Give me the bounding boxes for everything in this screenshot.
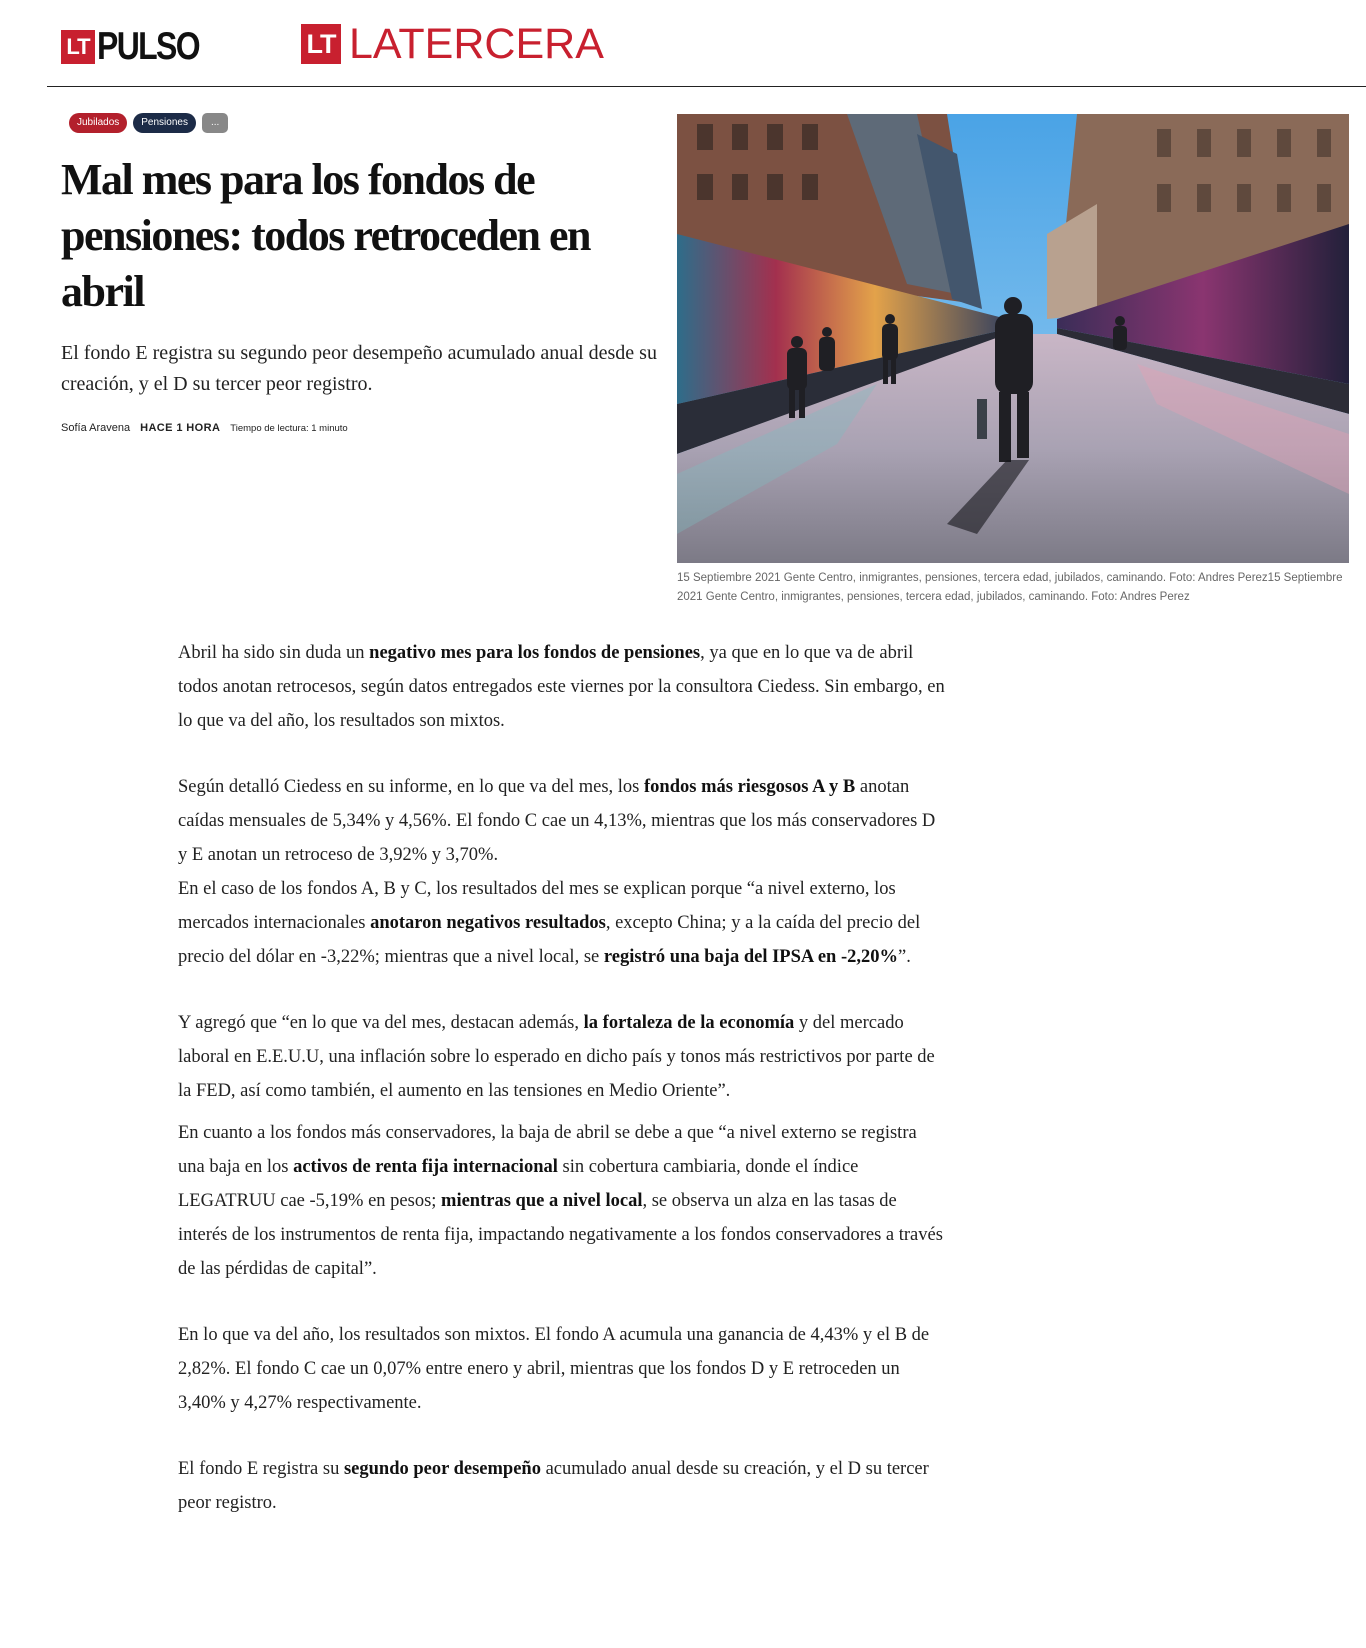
text-run: sin cobertura cambiaria, donde el índice LEGATRUU cae -5,19% en pesos; <box>178 1157 859 1211</box>
text-run: anotan caídas mensuales de 5,34% y 4,56%. El fondo C cae un 4,13%, mientras que los más conservadores D y E anotan un retroceso de 3,92% y 3,70%. <box>178 777 936 865</box>
paragraph-2 <box>178 770 948 872</box>
article-body <box>178 636 948 1520</box>
author-link[interactable]: Sofía Aravena <box>61 422 131 434</box>
text-run: ”. <box>898 947 911 967</box>
text-run: Según detalló Ciedess en su informe, en lo que va del mes, los <box>178 777 645 797</box>
text-run: , excepto China; y a la caída del precio del precio del dólar en -3,22%; mientras que a nivel local, se <box>178 913 921 967</box>
text-run: y del mercado laboral en E.E.U.U, una inflación sobre lo esperado en dicho país y tonos más restrictivos por parte de la FED, así como también, el aumento en las tensiones en Medio Oriente”. <box>178 1013 935 1101</box>
lt-logo-mark: LT <box>301 24 341 64</box>
text-run: Y agregó que “en lo que va del mes, destacan además, <box>178 1013 584 1033</box>
bold-text: mientras que a nivel local <box>441 1191 643 1211</box>
tag-list <box>69 113 228 133</box>
bold-text: activos de renta fija internacional <box>293 1157 558 1177</box>
image-caption: 15 Septiembre 2021 Gente Centro, inmigrantes, pensiones, tercera edad, jubilados, caminando. Foto: Andres Perez15 Septiembre 2021 Gente Centro, inmigrantes, pensiones, tercera edad, jubilados, caminando. Foto: Andres Perez <box>677 572 1343 603</box>
pulso-wordmark: PULSO <box>97 25 199 68</box>
bold-text: la fortaleza de la economía <box>583 1013 795 1033</box>
reading-time: Tiempo de lectura: 1 minuto <box>230 423 348 434</box>
paragraph-1 <box>178 636 948 738</box>
tag-pensiones[interactable]: Pensiones <box>133 113 196 133</box>
latercera-wordmark: LATERCERA <box>349 20 604 68</box>
text-run: En el caso de los fondos A, B y C, los resultados del mes se explican porque “a nivel externo, los mercados internacionales <box>178 879 896 933</box>
bold-text: fondos más riesgosos A y B <box>644 777 856 797</box>
paragraph-3 <box>178 872 948 974</box>
bold-text: registró una baja del IPSA en -2,20% <box>603 947 899 967</box>
paragraph-6: En lo que va del año, los resultados son mixtos. El fondo A acumula una ganancia de 4,43% y el B de 2,82%. El fondo C cae un 0,07% entre enero y abril, mientras que los fondos D y E retroceden un 3,40% y 4,27% respectivamente. <box>178 1325 930 1413</box>
tag-more-button[interactable]: ... <box>202 113 228 133</box>
site-header <box>47 0 1366 87</box>
publish-time: HACE 1 HORA <box>140 422 221 434</box>
street-scene-illustration <box>677 114 1349 563</box>
bold-text: anotaron negativos resultados <box>370 913 606 933</box>
bold-text: negativo mes para los fondos de pensiones <box>369 643 701 663</box>
byline <box>61 422 348 434</box>
paragraph-4 <box>178 1006 948 1108</box>
lt-logo-mark: LT <box>61 30 95 64</box>
latercera-logo[interactable] <box>301 20 604 68</box>
text-run: , ya que en lo que va de abril todos anotan retrocesos, según datos entregados este viernes por la consultora Ciedess. Sin embargo, en lo que va del año, los resultados son mixtos. <box>178 643 945 731</box>
article-subtitle: El fondo E registra su segundo peor desempeño acumulado anual desde su creación, y el D su tercer peor registro. <box>61 342 657 395</box>
article-title: Mal mes para los fondos de pensiones: todos retroceden en abril <box>61 155 591 316</box>
paragraph-5 <box>178 1116 948 1286</box>
text-run: El fondo E registra su <box>178 1459 344 1479</box>
text-run: , se observa un alza en las tasas de interés de los instrumentos de renta fija, impactando negativamente a los fondos conservadores a través de las pérdidas de capital”. <box>178 1191 943 1279</box>
text-run: Abril ha sido sin duda un <box>178 643 370 663</box>
hero-image <box>677 114 1349 563</box>
bold-text: segundo peor desempeño <box>343 1459 541 1479</box>
pulso-logo[interactable] <box>61 25 221 68</box>
text-run: En cuanto a los fondos más conservadores, la baja de abril se debe a que “a nivel externo se registra una baja en los <box>178 1123 917 1177</box>
paragraph-7 <box>178 1452 948 1520</box>
tag-jubilados[interactable]: Jubilados <box>69 113 127 133</box>
text-run: acumulado anual desde su creación, y el D su tercer peor registro. <box>178 1459 929 1513</box>
